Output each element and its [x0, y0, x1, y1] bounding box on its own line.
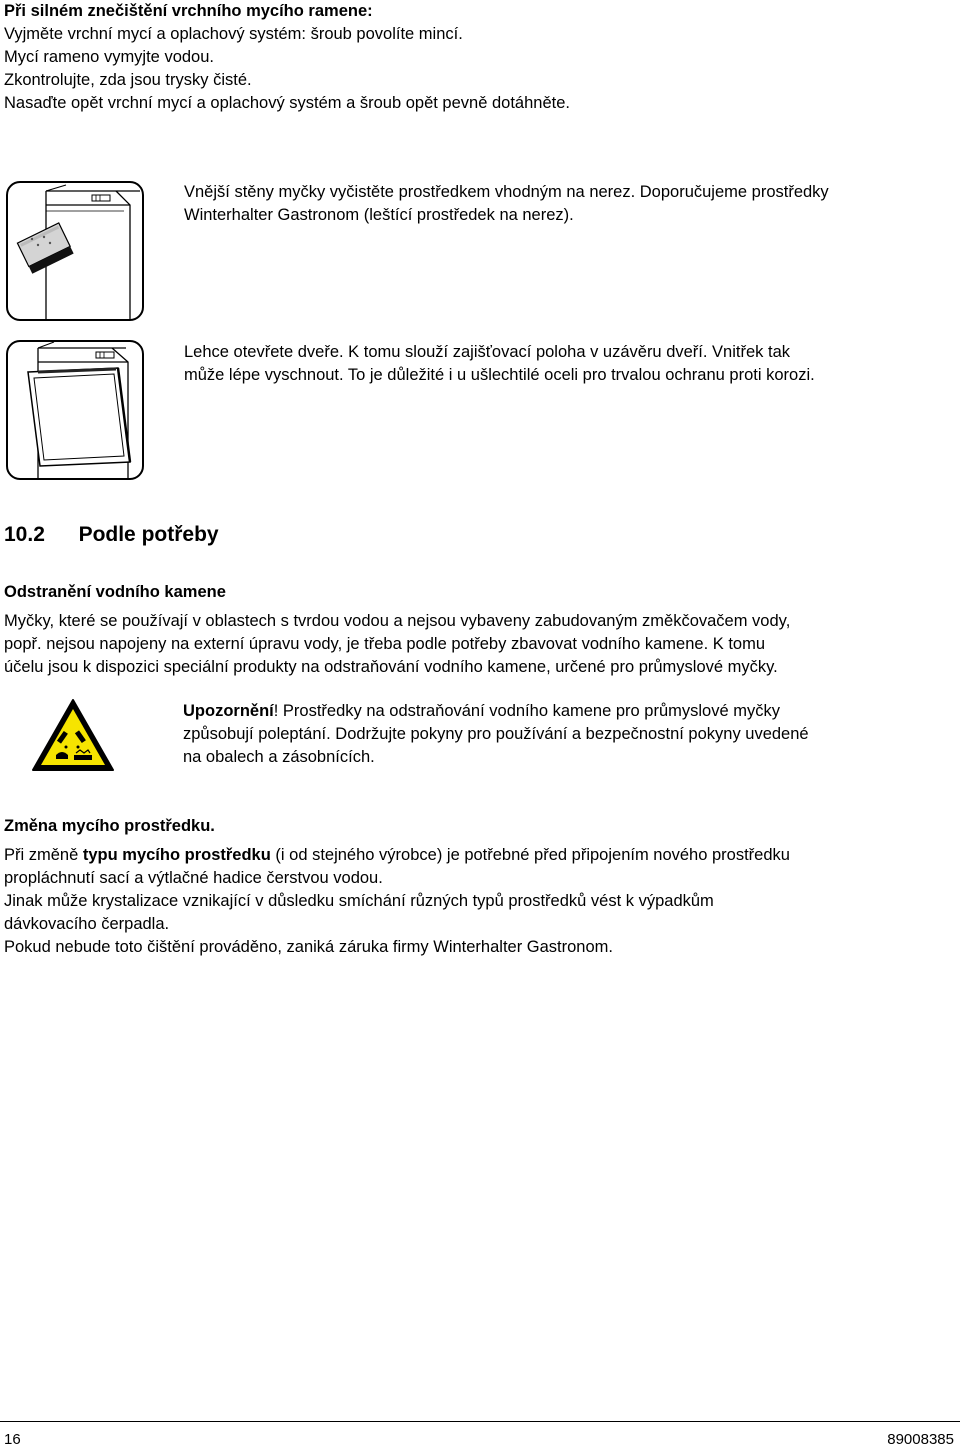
door-line-1: Lehce otevřete dveře. K tomu slouží zajišťovací poloha v uzávěru dveří. Vnitřek tak — [184, 343, 790, 361]
top-line-4: Nasaďte opět vrchní mycí a oplachový systém a šroub opět pevně dotáhněte. — [4, 94, 570, 112]
corrosive-warning-icon — [30, 697, 116, 773]
change-line-3: Jinak může krystalizace vznikající v důsledku smíchání různých typů prostředků vést k výpadkům — [4, 892, 714, 910]
change-heading: Změna mycího prostředku. — [4, 817, 215, 835]
warning-text — [183, 700, 809, 769]
top-line-2: Mycí rameno vymyjte vodou. — [4, 48, 214, 66]
top-heading: Při silném znečištění vrchního mycího ramene: — [4, 2, 373, 20]
top-instructions — [4, 0, 570, 115]
change-line-4: dávkovacího čerpadla. — [4, 915, 170, 933]
change-line-1-post: (i od stejného výrobce) je potřebné před připojením nového prostředku — [270, 846, 790, 864]
descaling-block — [4, 581, 790, 679]
warning-line-1: ! Prostředky na odstraňování vodního kamene pro průmyslové myčky — [273, 702, 780, 720]
warning-line-3: na obalech a zásobnících. — [183, 748, 375, 766]
warning-label: Upozornění — [183, 702, 274, 720]
footer-divider — [0, 1421, 960, 1422]
top-line-1: Vyjměte vrchní mycí a oplachový systém: šroub povolíte mincí. — [4, 25, 463, 43]
change-line-1-bold: typu mycího prostředku — [82, 846, 271, 864]
change-line-1-pre: Při změně — [4, 846, 83, 864]
exterior-line-1: Vnější stěny myčky vyčistěte prostředkem vhodným na nerez. Doporučujeme prostředky — [184, 183, 829, 201]
change-block — [4, 815, 790, 959]
door-line-2: může lépe vyschnout. To je důležité i u ušlechtilé oceli pro trvalou ochranu proti korozi. — [184, 366, 815, 384]
page-number: 16 — [4, 1431, 21, 1448]
exterior-line-2: Winterhalter Gastronom (leštící prostředek na nerez). — [184, 206, 574, 224]
descaling-heading: Odstranění vodního kamene — [4, 583, 226, 601]
section-heading — [4, 523, 219, 547]
change-line-5: Pokud nebude toto čištění prováděno, zaniká záruka firmy Winterhalter Gastronom. — [4, 938, 613, 956]
top-line-3: Zkontrolujte, zda jsou trysky čisté. — [4, 71, 252, 89]
door-text — [184, 341, 815, 387]
descaling-line-1: Myčky, které se používají v oblastech s tvrdou vodou a nejsou vybaveny zabudovaným změkčovačem vody, — [4, 612, 791, 630]
descaling-line-2: popř. nejsou napojeny na externí úpravu vody, je třeba podle potřeby zbavovat vodního kamene. K tomu — [4, 635, 766, 653]
document-number: 89008385 — [887, 1431, 954, 1448]
descaling-line-3: účelu jsou k dispozici speciální produkty na odstraňování vodního kamene, určené pro průmyslové myčky. — [4, 658, 778, 676]
warning-line-2: způsobují poleptání. Dodržujte pokyny pro používání a bezpečnostní pokyny uvedené — [183, 725, 809, 743]
section-number: 10.2 — [4, 523, 45, 546]
section-title: Podle potřeby — [78, 523, 219, 546]
exterior-cleaning-text — [184, 181, 829, 227]
door-ajar-icon — [6, 340, 144, 480]
sponge-cleaning-icon — [6, 181, 144, 321]
change-line-2: propláchnutí sací a výtlačné hadice čerstvou vodou. — [4, 869, 383, 887]
